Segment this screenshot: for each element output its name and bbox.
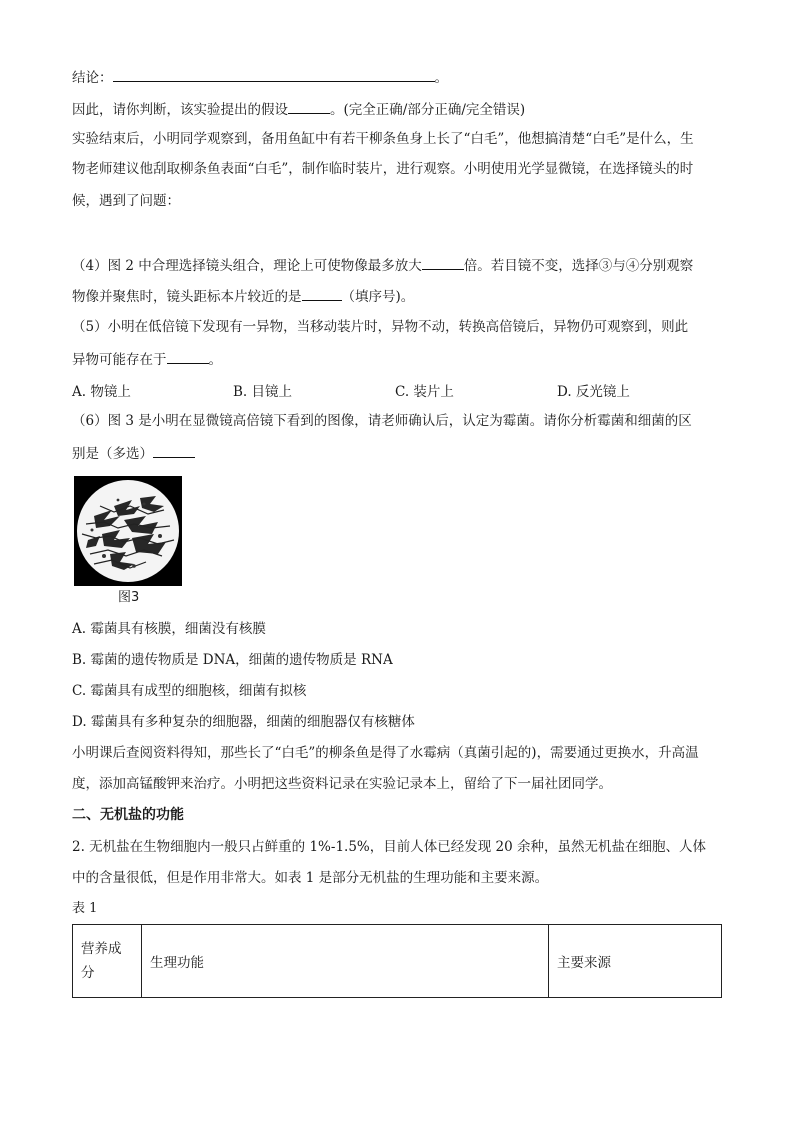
q6-option-a[interactable]: A. 霉菌具有核膜，细菌没有核膜 xyxy=(72,621,266,637)
judge-text: 因此，请你判断，该实验提出的假设 xyxy=(72,102,288,118)
q5-line-2 xyxy=(72,349,724,369)
judge-blank[interactable] xyxy=(288,99,330,114)
q5-text: 异物可能存在于 xyxy=(72,352,167,368)
figure-3-caption: 图3 xyxy=(118,590,140,605)
q4-line-2 xyxy=(72,286,724,306)
conclusion-label: 结论： xyxy=(72,70,113,86)
judge-line xyxy=(72,99,724,119)
header-function: 生理功能 xyxy=(142,925,549,998)
q4-blank-lens[interactable] xyxy=(302,286,342,301)
q5-option-b[interactable]: B. 目镜上 xyxy=(233,384,293,400)
conclusion-end: 。 xyxy=(434,70,448,86)
q2-line-1: 2. 无机盐在生物细胞内一般只占鲜重的 1%-1.5%，目前人体已经发现 20 余种，虽然无机盐在细胞、人体 xyxy=(72,839,706,855)
q5-option-d[interactable]: D. 反光镜上 xyxy=(557,384,630,400)
q2-line-2: 中的含量很低，但是作用非常大。如表 1 是部分无机盐的生理功能和主要来源。 xyxy=(72,870,549,886)
q4-blank-magnification[interactable] xyxy=(422,255,464,270)
q4-text-a: （4）图 2 中合理选择镜头组合，理论上可使物像最多放大 xyxy=(72,258,422,274)
section-2-title: 二、无机盐的功能 xyxy=(72,807,184,823)
q5-option-c[interactable]: C. 装片上 xyxy=(395,384,454,400)
table-header-row xyxy=(73,925,722,998)
conclusion-blank[interactable] xyxy=(113,67,435,82)
table-1 xyxy=(72,924,722,998)
q5-line-1: （5）小明在低倍镜下发现有一异物，当移动装片时，异物不动，转换高倍镜后，异物仍可观察到，则此 xyxy=(72,319,689,335)
q4-text-d: （填序号)。 xyxy=(341,289,415,305)
q6-option-c[interactable]: C. 霉菌具有成型的细胞核，细菌有拟核 xyxy=(72,683,307,699)
intro-line-2: 物老师建议他刮取柳条鱼表面“白毛”，制作临时装片，进行观察。小明使用光学显微镜，在选择镜头的时 xyxy=(72,161,694,177)
judge-options: 。(完全正确/部分正确/完全错误) xyxy=(330,102,526,118)
conclusion-line xyxy=(72,67,724,87)
after-line-1: 小明课后查阅资料得知，那些长了“白毛”的柳条鱼是得了水霉病（真菌引起的)，需要通过更换水，升高温 xyxy=(72,745,699,761)
q5-option-a[interactable]: A. 物镜上 xyxy=(72,384,131,400)
q6-option-d[interactable]: D. 霉菌具有多种复杂的细胞器，细菌的细胞器仅有核糖体 xyxy=(72,714,415,730)
q4-text-b: 倍。若目镜不变，选择③与④分别观察 xyxy=(463,258,694,274)
q4-line-1 xyxy=(72,255,724,275)
micrograph-image xyxy=(74,476,182,586)
intro-line-1: 实验结束后，小明同学观察到，备用鱼缸中有若干柳条鱼身上长了“白毛”，他想搞清楚“白毛”是什么，生 xyxy=(72,131,694,147)
q6-blank[interactable] xyxy=(153,443,195,458)
q6-line-1: （6）图 3 是小明在显微镜高倍镜下看到的图像，请老师确认后，认定为霉菌。请你分析霉菌和细菌的区 xyxy=(72,413,692,429)
q6-text: 别是（多选） xyxy=(72,446,153,462)
table-1-title: 表 1 xyxy=(72,901,98,916)
q5-blank[interactable] xyxy=(167,349,209,364)
q5-end: 。 xyxy=(208,352,222,368)
q6-option-b[interactable]: B. 霉菌的遗传物质是 DNA，细菌的遗传物质是 RNA xyxy=(72,652,393,668)
mold-micrograph-figure xyxy=(74,476,182,586)
q6-line-2 xyxy=(72,443,724,463)
header-nutrient: 营养成分 xyxy=(73,925,142,998)
header-source: 主要来源 xyxy=(549,925,722,998)
q4-text-c: 物像并聚焦时，镜头距标本片较近的是 xyxy=(72,289,302,305)
intro-line-3: 候，遇到了问题： xyxy=(72,193,180,209)
after-line-2: 度，添加高锰酸钾来治疗。小明把这些资料记录在实验记录本上，留给了下一届社团同学。 xyxy=(72,776,612,792)
